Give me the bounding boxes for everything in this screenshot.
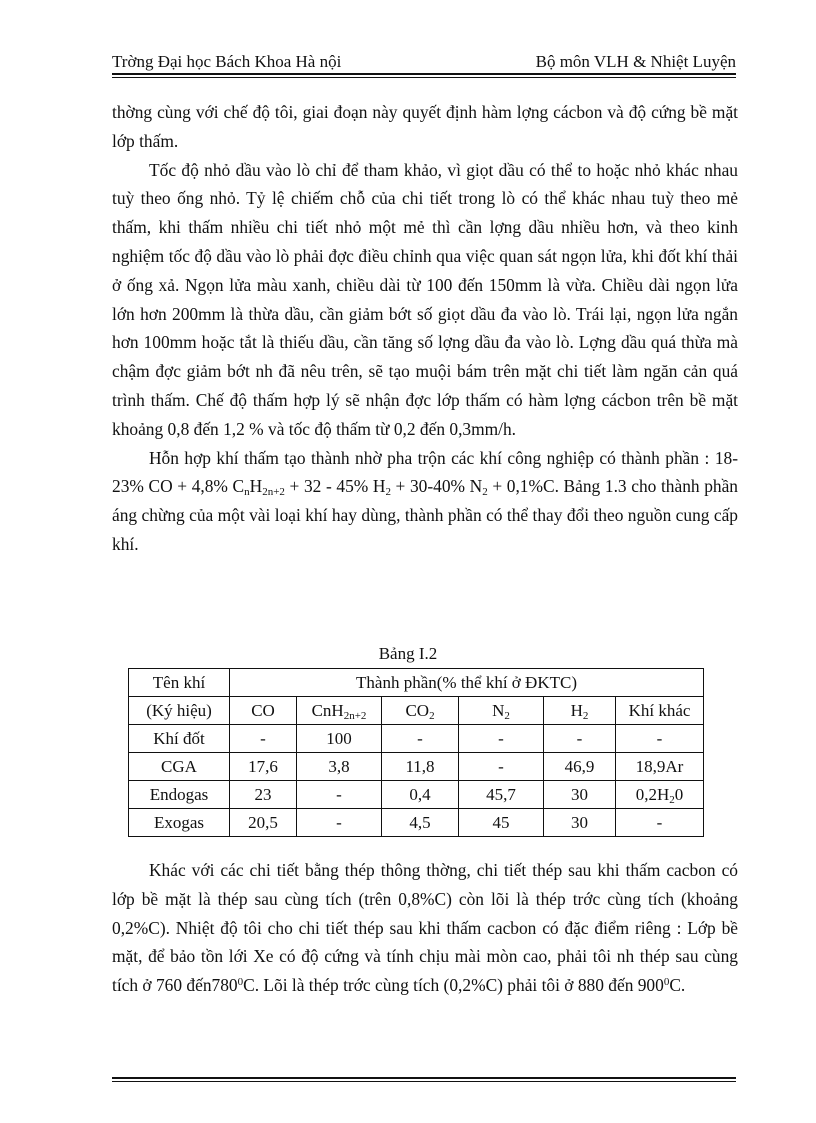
header-composition: Thành phần(% thể khí ở ĐKTC) bbox=[230, 669, 704, 697]
footer-rule bbox=[112, 1077, 736, 1082]
header-cnh: CnH$_{2n+2}$ bbox=[297, 697, 382, 725]
table-caption: Bảng I.2 bbox=[378, 644, 438, 663]
header-co2: $CO_2$ bbox=[382, 697, 459, 725]
table-row: Khí đốt - 100 - - - - bbox=[129, 725, 704, 753]
table-header-row bbox=[129, 669, 704, 697]
header-co: CO bbox=[230, 697, 297, 725]
page-header bbox=[112, 52, 736, 74]
header-university: Trờng Đại học Bách Khoa Hà nội bbox=[112, 52, 342, 71]
header-gas-name: Tên khí bbox=[129, 669, 230, 697]
header-symbol: (Ký hiệu) bbox=[129, 697, 230, 725]
gas-composition-table bbox=[128, 668, 704, 837]
text-block-top bbox=[112, 98, 738, 559]
paragraph-oil-rate: Tốc độ nhỏ dầu vào lò chỉ để tham khảo, vì giọt dầu có thể to hoặc nhỏ khác nhau tuỳ theo ống nhỏ. Tỷ lệ chiếm chỗ của chi tiết trong lò có thể khác nhau tuỳ theo mẻ thấm, khi thấm nhiều chi tiết nhỏ một mẻ thì cần lợng dầu nhiều hơn, và theo kinh nghiệm tốc độ dầu vào lò phải đợc điều chỉnh qua việc quan sát ngọn lửa, khi đốt khí thải ở ống xả. Ngọn lửa màu xanh, chiều dài từ 100 đến 150mm là vừa. Chiều dài ngọn lửa lớn hơn 200mm là thừa dầu, cần giảm bớt số giọt dầu đa vào lò. Trái lại, ngọn lửa ngắn hơn 100mm hoặc tắt là thiếu dầu, cần tăng số lợng dầu đa vào lò. Lợng dầu quá thừa mà chậm đợc giảm bớt nh đã nêu trên, sẽ tạo muội bám trên mặt chi tiết làm ngăn cản quá trình thấm. Chế độ thấm hợp lý sẽ nhận đợc lớp thấm có hàm lợng cácbon trên bề mặt khoảng 0,8 đến 1,2 % và tốc độ thấm từ 0,2 đến 0,3mm/h. bbox=[112, 159, 738, 439]
table-row: CGA 17,6 3,8 11,8 - 46,9 18,9Ar bbox=[129, 753, 704, 781]
header-h2: $H_2$ bbox=[544, 697, 616, 725]
header-rule bbox=[112, 73, 736, 78]
table-row: Endogas 23 - 0,4 45,7 30 $0,2H_20$ bbox=[129, 781, 704, 809]
header-department: Bộ môn VLH & Nhiệt Luyện bbox=[535, 52, 736, 71]
paragraph-hardening: Khác với các chi tiết bằng thép thông thờng, chi tiết thép sau khi thấm cacbon có lớp bề mặt là thép sau cùng tích (trên 0,8%C) còn lõi là thép trớc cùng tích (khoảng 0,2%C). Nhiệt độ tôi cho chi tiết thép sau khi thấm cacbon có đặc điểm riêng : Lớp bề mặt, để bảo tồn lới Xe có độ cứng và tính chịu mài mòn cao, phải tôi nh thép sau cùng tích ở 760 $đến780^0C$. Lõi là thép trớc cùng tích (0,2%C) phải tôi ở 880 đến $900^0C$. bbox=[112, 860, 738, 996]
paragraph-gas-mixture: Hỗn hợp khí thấm tạo thành nhờ pha trộn các khí công nghiệp có thành phần : 18-23% CO + 4,8% $C_nH_{2n+2} + 32 - 45\%$ $H_2 + 30-40\%$ $N_2 + 0,1\%C$. Bảng 1.3 cho thành phần áng chừng của một vài loại khí hay dùng, thành phần có thể thay đổi theo nguồn cung cấp khí. bbox=[112, 447, 739, 554]
header-n2: $N_2$ bbox=[459, 697, 544, 725]
paragraph-continuation: thờng cùng với chế độ tôi, giai đoạn này quyết định hàm lợng cácbon và độ cứng bề mặt lớp thấm. bbox=[112, 102, 738, 151]
table-row: Exogas 20,5 - 4,5 45 30 - bbox=[129, 809, 704, 837]
table-header-row bbox=[129, 697, 704, 725]
header-other: Khí khác bbox=[616, 697, 704, 725]
